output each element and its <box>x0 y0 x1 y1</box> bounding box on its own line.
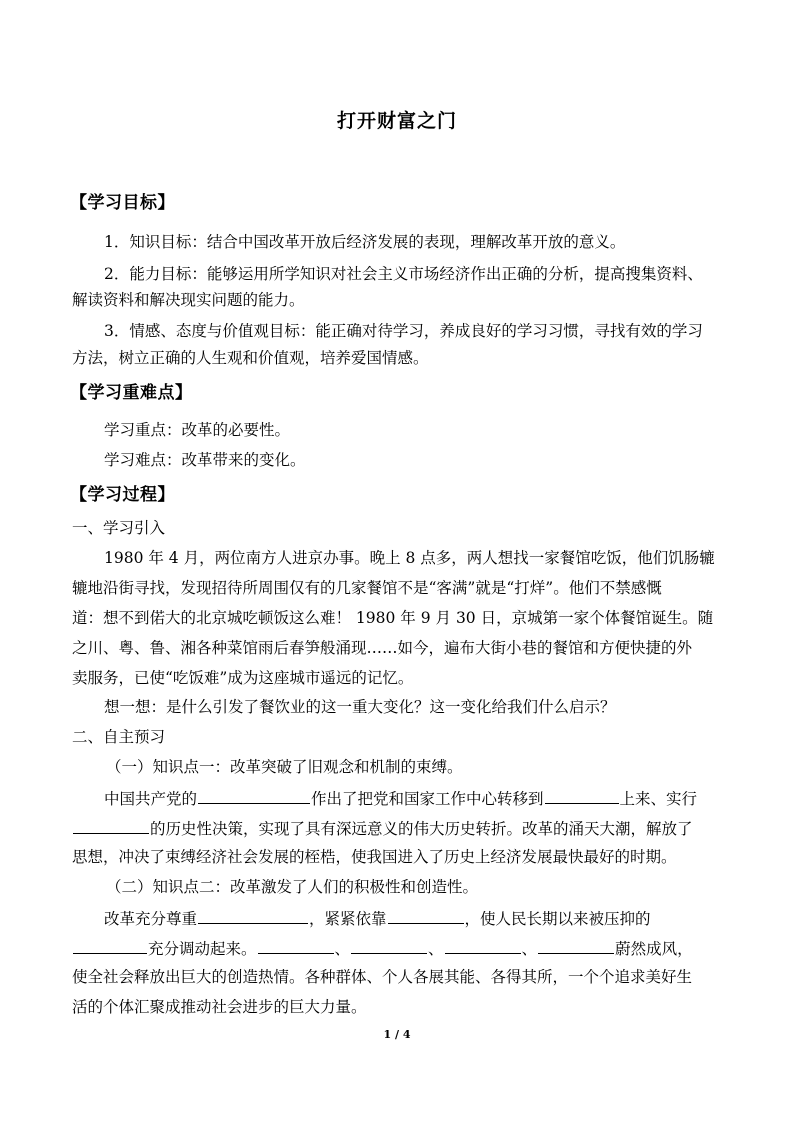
fill-blank[interactable] <box>545 787 619 804</box>
k2-fill-line1: 改革充分尊重 ，紧紧依靠 ，使人民长期以来被压抑的 <box>104 907 728 929</box>
section-heading-keypoints: 【学习重难点】 <box>70 383 193 403</box>
goal-emotion-line2: 方法，树立正确的人生观和价值观，培养爱国情感。 <box>72 349 429 367</box>
k1-fill-line1: 中国共产党的 作出了把党和国家工作中心转移到 上来、实行 <box>104 787 728 809</box>
page-title: 打开财富之门 <box>336 110 457 132</box>
fill-blank[interactable] <box>538 937 614 954</box>
fill-blank[interactable] <box>351 937 427 954</box>
key-difficulty: 学习难点：改革带来的变化。 <box>104 451 306 469</box>
knowledge-point-2-title: （二）知识点二：改革激发了人们的积极性和创造性。 <box>106 878 479 896</box>
intro-paragraph-line2: 辘地沿街寻找，发现招待所周围仅有的几家餐馆不是“客满”就是“打烊”。他们不禁感慨 <box>72 579 662 597</box>
fill-blank[interactable] <box>388 907 464 924</box>
intro-paragraph-line5: 卖服务，已使“吃饭难”成为这座城市遥远的记忆。 <box>72 669 414 687</box>
intro-paragraph-line3: 道：想不到偌大的北京城吃顿饭这么难！ 1980 年 9 月 30 日，京城第一家个体餐馆诞生。随 <box>72 609 714 627</box>
knowledge-point-1-title: （一）知识点一：改革突破了旧观念和机制的束缚。 <box>106 758 463 776</box>
preview-heading: 二、自主预习 <box>72 728 166 746</box>
fill-blank[interactable] <box>198 787 310 804</box>
section-heading-process: 【学习过程】 <box>70 485 175 505</box>
goal-emotion-line1: 3．情感、态度与价值观目标：能正确对待学习，养成良好的学习习惯，寻找有效的学习 <box>104 322 703 340</box>
k1-fill-line2: 的历史性决策，实现了具有深远意义的伟大历史转折。改革的涌天大潮，解放了 <box>72 817 728 839</box>
fill-blank[interactable] <box>258 937 334 954</box>
think-question: 想一想：是什么引发了餐饮业的这一重大变化？这一变化给我们什么启示？ <box>104 698 616 716</box>
k2-line3: 使全社会释放出巨大的创造热情。各种群体、个人各展其能、各得其所，一个个追求美好生 <box>72 968 693 986</box>
goal-ability-line1: 2．能力目标：能够运用所学知识对社会主义市场经济作出正确的分析，提高搜集资料、 <box>104 265 703 283</box>
intro-paragraph-line4: 之川、粤、鲁、湘各种菜馆雨后春笋般涌现……如今，遍布大街小巷的餐馆和方便快捷的外 <box>72 639 693 657</box>
key-focus: 学习重点：改革的必要性。 <box>104 421 291 439</box>
page-number: 1 / 4 <box>383 1028 411 1041</box>
fill-blank[interactable] <box>445 937 521 954</box>
section-heading-goals: 【学习目标】 <box>70 193 175 213</box>
k2-fill-line2: 充分调动起来。 、 、 、 蔚然成风， <box>72 937 728 959</box>
k2-line4: 活的个体汇聚成推动社会进步的巨大力量。 <box>72 998 367 1016</box>
fill-blank[interactable] <box>73 817 149 834</box>
goal-ability-line2: 解读资料和解决现实问题的能力。 <box>72 291 305 309</box>
intro-heading: 一、学习引入 <box>72 519 166 537</box>
k1-line3: 思想，冲决了束缚经济社会发展的桎梏，使我国进入了历史上经济发展最快最好的时期。 <box>72 848 677 866</box>
fill-blank[interactable] <box>73 937 147 954</box>
intro-paragraph-line1: 1980 年 4 月，两位南方人进京办事。晚上 8 点多，两人想找一家餐馆吃饭，他们饥肠辘 <box>104 549 715 567</box>
goal-knowledge: 1．知识目标：结合中国改革开放后经济发展的表现，理解改革开放的意义。 <box>104 233 626 251</box>
fill-blank[interactable] <box>198 907 308 924</box>
